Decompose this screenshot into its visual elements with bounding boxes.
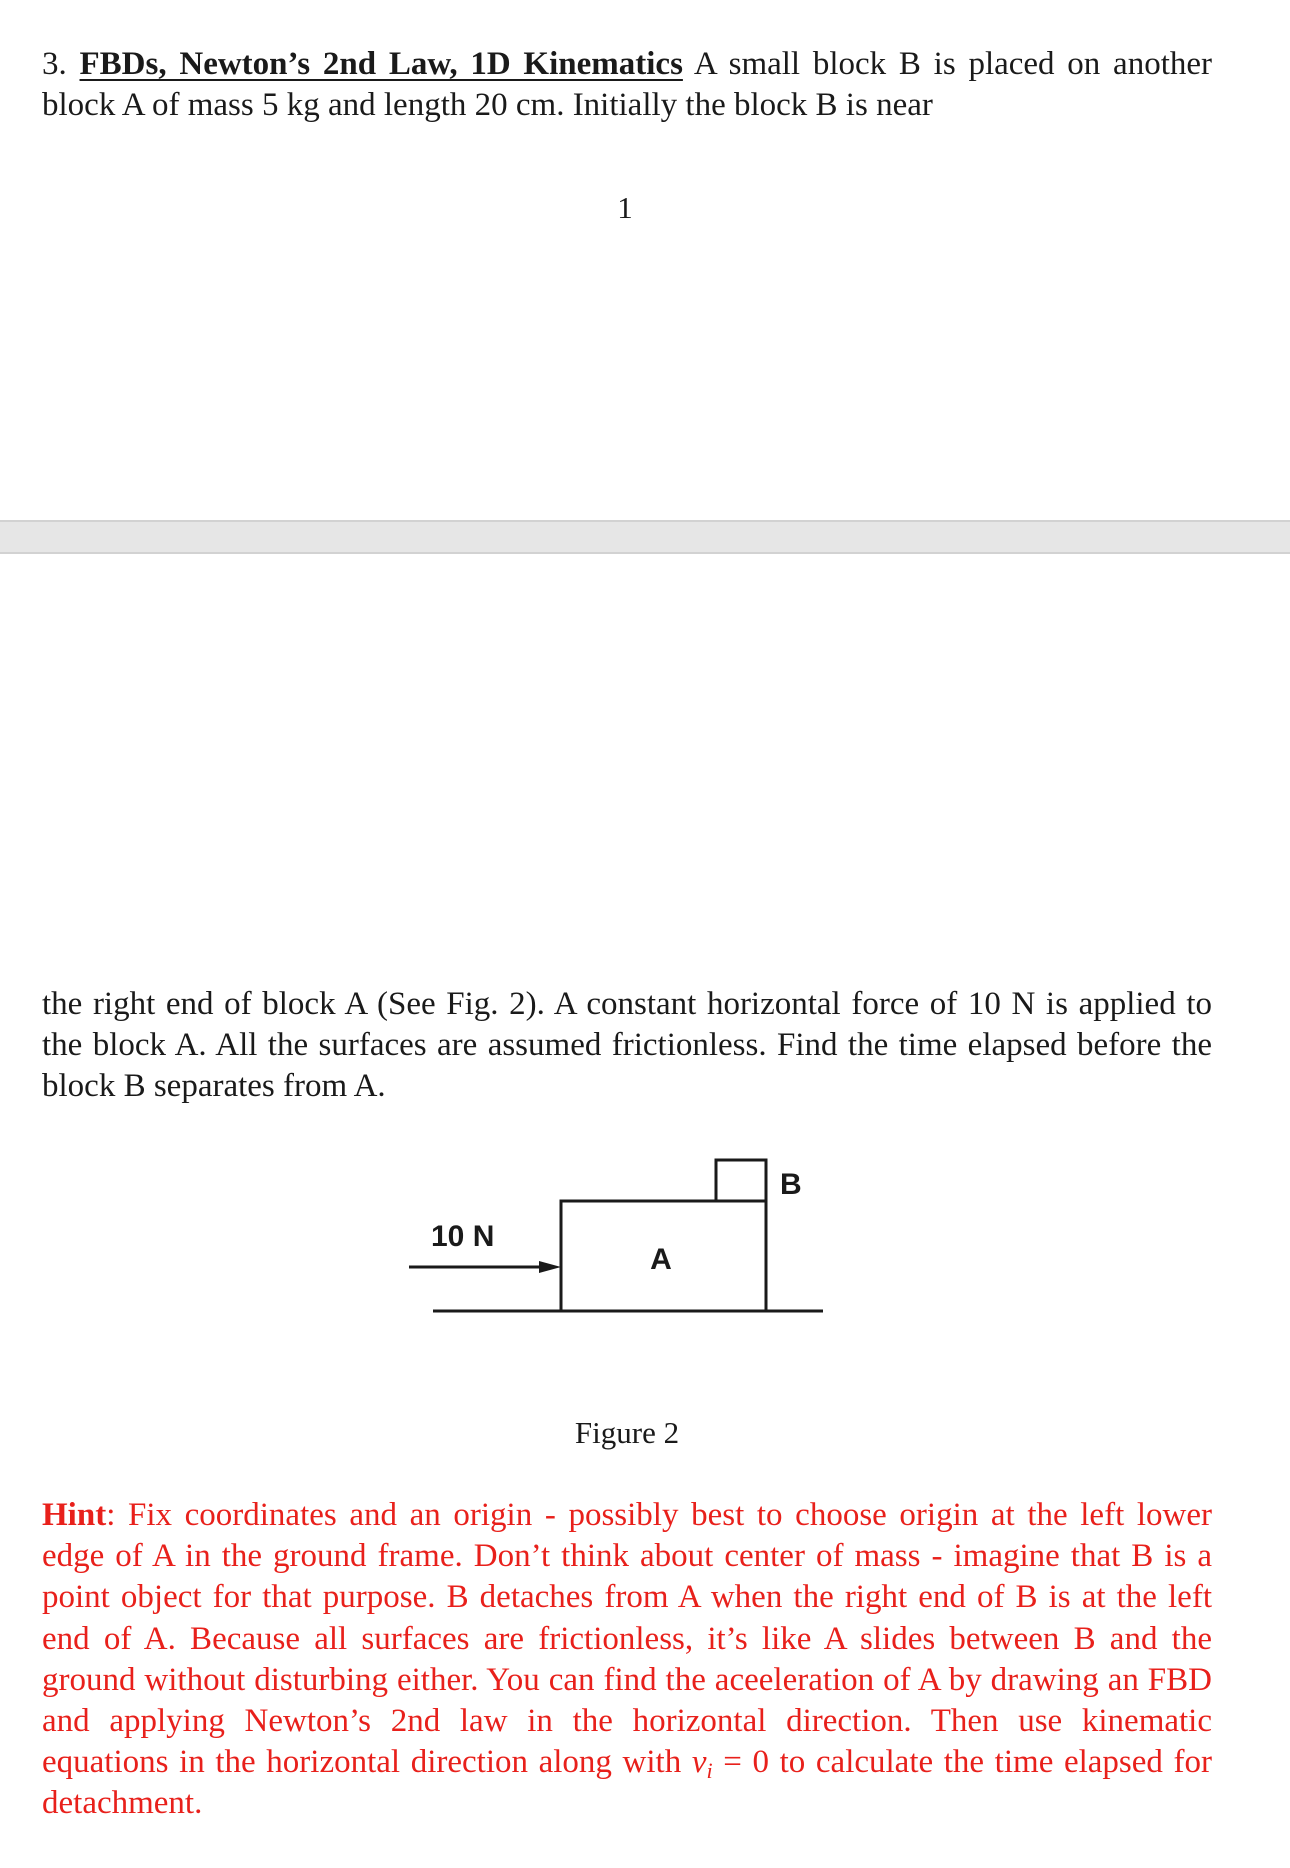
problem-heading: FBDs, Newton’s 2nd Law, 1D Kinematics [79,46,683,82]
page-number: 1 [617,190,633,225]
block-b-label: B [780,1168,802,1201]
math-variable: v [691,1744,707,1781]
figure-2 [405,1146,835,1336]
hint-paragraph [42,1495,1212,1825]
initial-velocity-math [691,1744,713,1784]
page-1 [0,0,1290,520]
math-equals-zero: = 0 [712,1744,769,1781]
problem-number: 3. [42,46,67,82]
block-a-label: A [650,1243,672,1276]
hint-text-end: to calculate the time elapsed for detachment. [42,1744,1212,1822]
block-b [716,1160,766,1201]
page-separator [0,520,1290,554]
figure-caption: Figure 2 [574,1415,680,1450]
math-subscript: i [706,1758,713,1784]
force-label: 10 N [431,1220,495,1253]
problem-intro: A small block B is placed on another block A of mass 5 kg and length 20 cm. Initially the block B is near [42,46,1213,123]
hint-label: Hint [42,1497,107,1533]
page-2 [0,554,1290,1868]
force-arrow-head [539,1261,561,1273]
problem-statement [42,44,1212,126]
hint-text: : Fix coordinates and an origin - possibly best to choose origin at the left lower edge of A in the ground frame. Don’t think about center of mass - imagine that B is a point object for that purpose. B detaches from A when the right end of B is at the left end of A. Because all surfaces are frictionless, it’s like A slides between B and the ground without disturbing either. You can find the aceeleration of A by drawing an FBD and applying Newton’s 2nd law in the horizontal direction. Then use kinematic equations in the horizontal direction along with [42,1497,1212,1781]
problem-continuation: the right end of block A (See Fig. 2). A constant horizontal force of 10 N is applied to the block A. All the surfaces are assumed frictionless. Find the time elapsed before the block B separates from A. [42,986,1212,1104]
